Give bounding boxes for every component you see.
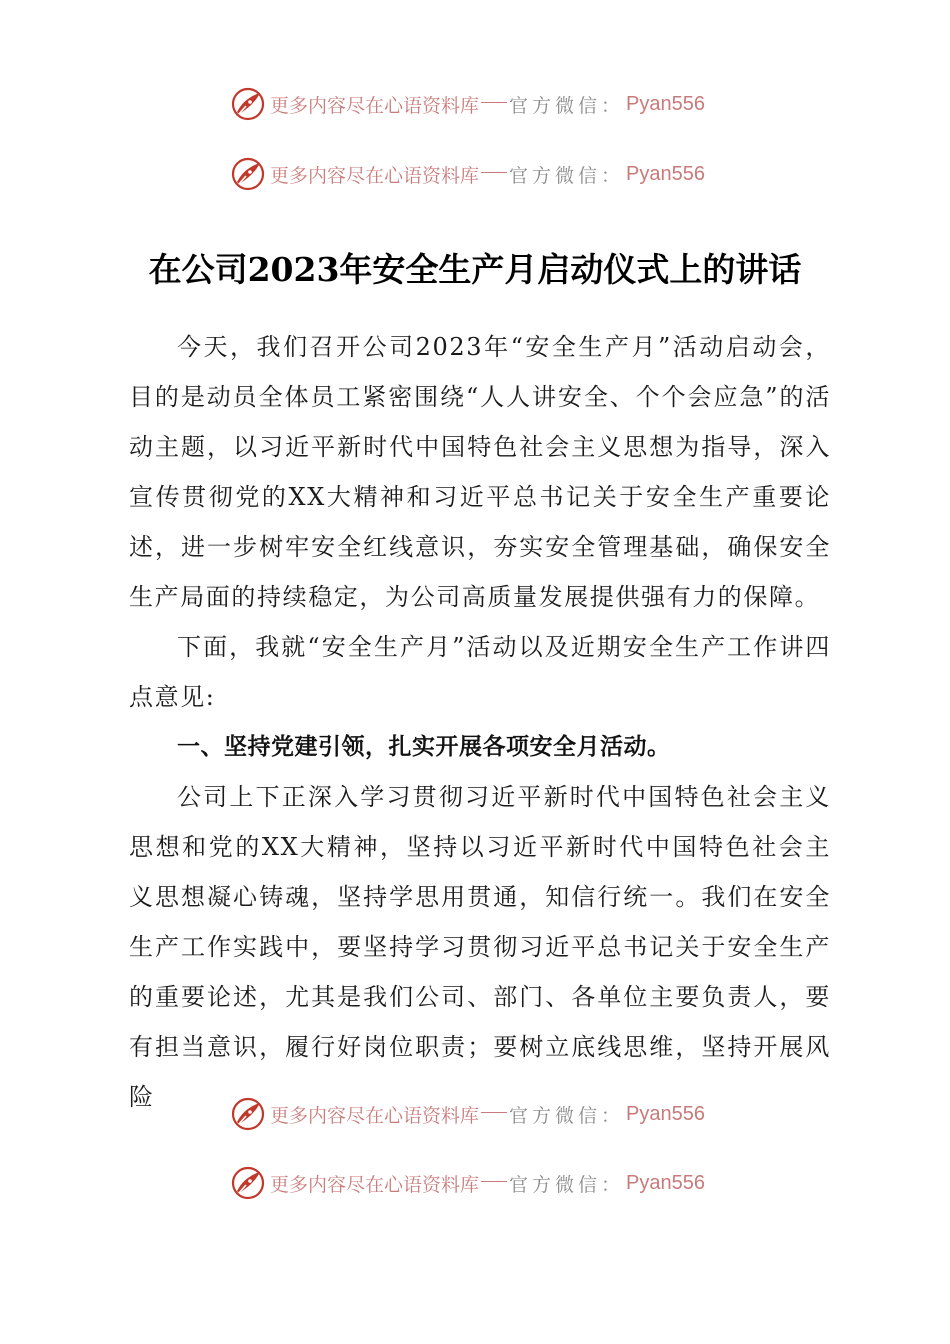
watermark-site-text: 更多内容尽在心语资料库 [270,164,480,187]
watermark-wechat-label: 官方微信： [509,94,625,117]
watermark-banner [230,84,705,124]
watermark-dash [481,1181,507,1182]
watermark-wechat-id: Pyan556 [626,92,705,115]
watermark-site-text: 更多内容尽在心语资料库 [270,1173,480,1196]
pen-nib-logo-icon [230,156,266,192]
watermark-wechat-label: 官方微信： [509,1173,625,1196]
watermark-wechat-id: Pyan556 [626,1171,705,1194]
watermark-wechat-label: 官方微信： [509,164,625,187]
watermark-dash [481,1112,507,1113]
pen-nib-logo-icon [230,86,266,122]
watermark-wechat-id: Pyan556 [626,162,705,185]
watermark-banner [230,1163,705,1203]
watermark-dash [481,172,507,173]
paragraph: 下面，我就“安全生产月”活动以及近期安全生产工作讲四点意见: [129,633,831,711]
watermark-banner [230,1094,705,1134]
watermark-banner [230,154,705,194]
watermark-site-text: 更多内容尽在心语资料库 [270,94,480,117]
paragraph: 今天，我们召开公司2023年“安全生产月”活动启动会，目的是动员全体员工紧密围绕“人人讲安全、个个会应急”的活动主题，以习近平新时代中国特色社会主义思想为指导，深入宣传贯彻党的XX大精神和习近平总书记关于安全生产重要论述，进一步树牢安全红线意识，夯实安全管理基础，确保安全生产局面的持续稳定，为公司高质量发展提供强有力的保障。 [129,333,831,611]
watermark-wechat-id: Pyan556 [626,1102,705,1125]
paragraph: 公司上下正深入学习贯彻习近平新时代中国特色社会主义思想和党的XX大精神，坚持以习近平新时代中国特色社会主义思想凝心铸魂，坚持学思用贯通，知信行统一。我们在安全生产工作实践中，要坚持学习贯彻习近平总书记关于安全生产的重要论述，尤其是我们公司、部门、各单位主要负责人，要有担当意识，履行好岗位职责；要树立底线思维，坚持开展风险 [129,783,831,1111]
document-title: 在公司2023年安全生产月启动仪式上的讲话 [148,250,802,289]
document-body [129,322,831,1122]
watermark-site-text: 更多内容尽在心语资料库 [270,1104,480,1127]
pen-nib-logo-icon [230,1165,266,1201]
watermark-wechat-label: 官方微信： [509,1104,625,1127]
section-heading: 一、坚持党建引领，扎实开展各项安全月活动。 [177,734,671,760]
pen-nib-logo-icon [230,1096,266,1132]
watermark-dash [481,102,507,103]
